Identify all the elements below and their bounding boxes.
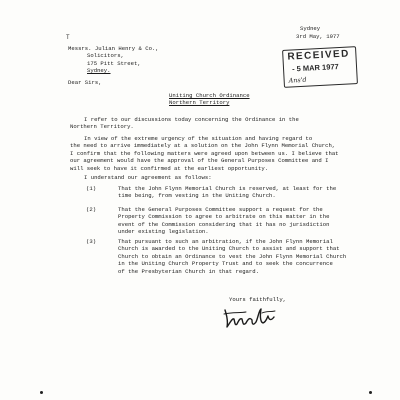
item-number: (2) — [86, 206, 97, 213]
item-line: of the Presbyterian Church in that regard. — [118, 267, 259, 275]
paragraph-3: I understand our agreement as follows: — [84, 174, 212, 181]
item-line: time being, from vesting in the Uniting Church. — [118, 192, 276, 200]
item-number: (3) — [86, 238, 97, 245]
paragraph-line: I confirm that the following matters were agreed upon between us. I believe that — [70, 149, 339, 157]
recipient-address — [68, 45, 159, 75]
paragraph-2 — [70, 135, 339, 172]
item-number: (1) — [86, 185, 97, 192]
list-item — [118, 185, 336, 200]
item-line: Property Commission to agree to arbitrate on this matter in the — [118, 213, 330, 221]
paragraph-line: In view of the extreme urgency of the situation and having regard to — [84, 135, 313, 142]
letter-place: Sydney — [300, 25, 321, 32]
paragraph-line: Northern Territory. — [70, 123, 134, 131]
stamp-date-text: - 5 MAR 1977 — [291, 62, 339, 74]
letter-date: 3rd May, 1977 — [296, 33, 340, 40]
recipient-line: Solicitors, — [87, 52, 124, 60]
paragraph-line: the need to arrive immediately at a solution on the John Flynn Memorial Church, — [70, 142, 336, 150]
item-line: in the Uniting Church Property Trust and to seek the concurrence — [118, 260, 333, 268]
item-line: That the General Purposes Committee support a request for the — [118, 206, 323, 213]
stamp-received-text: RECEIVED — [287, 48, 350, 63]
paragraph-line: our agreement would have the approval of the General Purposes Committee and I — [70, 157, 329, 165]
item-line: under existing legislation. — [118, 228, 209, 236]
subject-line: Uniting Church Ordinance — [169, 92, 250, 99]
recipient-line: Sydney. — [87, 67, 111, 75]
item-line: Church to obtain an Ordinance to vest the John Flynn Memorial Church — [118, 252, 347, 260]
closing: Yours faithfully, — [229, 296, 287, 303]
item-line: That pursuant to such an arbitration, if the John Flynn Memorial — [118, 238, 333, 245]
paragraph-1 — [70, 116, 299, 131]
scan-speck — [369, 391, 372, 394]
recipient-line: Messrs. Julian Henry & Co., — [68, 45, 159, 52]
list-item — [118, 206, 329, 236]
paragraph-line: will seek to have it confirmed at the earliest opportunity. — [70, 164, 269, 172]
paragraph-line: I refer to our discussions today concerning the Ordinance in the — [84, 116, 299, 123]
item-line: That the John Flynn Memorial Church is reserved, at least for the — [118, 185, 337, 192]
scan-speck — [40, 391, 43, 394]
subject-line: Northern Territory — [169, 99, 230, 107]
handwritten-signature — [222, 306, 278, 330]
salutation: Dear Sirs, — [68, 79, 102, 86]
item-line: event of the Commission considering that it has no jurisdiction — [118, 220, 330, 228]
item-line: Church is awarded to the Uniting Church to assist and support that — [118, 245, 340, 253]
subject-heading — [169, 92, 250, 107]
stamp-answered-text: Ans'd — [288, 75, 307, 85]
received-stamp — [282, 46, 358, 88]
recipient-line: 175 Pitt Street, — [87, 59, 141, 67]
margin-mark: T — [66, 34, 70, 41]
list-item — [118, 238, 346, 275]
